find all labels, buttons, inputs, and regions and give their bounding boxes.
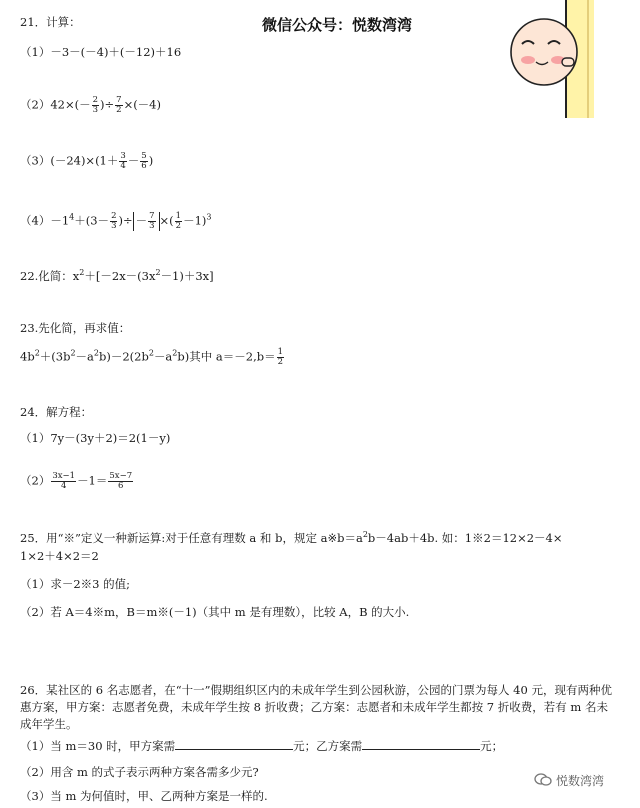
- sticker-face: [511, 19, 577, 85]
- q21-part2-text-a: 42×(－: [50, 97, 91, 112]
- q21-part4-text-b: ＋(3－: [74, 213, 110, 228]
- q21-part4-text-e: －1): [183, 213, 207, 228]
- q21-part4: [20, 212, 211, 231]
- frac-num: 1: [277, 347, 284, 357]
- fraction: [277, 348, 284, 367]
- fraction: [108, 472, 133, 491]
- q22-text-c: －1)＋3x]: [160, 269, 214, 283]
- q22-label: 22.化简：: [20, 269, 73, 283]
- q21-part3-text-b: －: [127, 153, 140, 168]
- frac-den: 3: [92, 105, 99, 115]
- fraction: [140, 152, 147, 171]
- q21-part4-label: （4）: [20, 213, 51, 228]
- frac-num: 7: [149, 211, 155, 221]
- q25-line2: 1×2＋4×2＝2: [20, 549, 99, 563]
- frac-num: 5x−7: [109, 471, 133, 481]
- exponent: 2: [93, 348, 99, 358]
- fraction: [148, 212, 155, 231]
- exponent: 2: [79, 268, 85, 277]
- frac-num: 5: [141, 151, 147, 161]
- q21-part2-text-b: )÷: [100, 97, 115, 112]
- q21-title: 21．计算：: [20, 15, 81, 29]
- q24-part1: [20, 430, 170, 446]
- frac-den: 4: [60, 481, 67, 491]
- q26-part3: （3）当 m 为何值时，甲、乙两种方案是一样的.: [20, 789, 268, 803]
- q26-part1-a: （1）当 m＝30 时，甲方案需: [20, 739, 176, 753]
- q21-part2-text-c: ×(－4): [123, 97, 161, 112]
- q25-line1: [20, 530, 562, 546]
- q21-part2-label: （2）: [20, 97, 51, 112]
- q21-part2: [20, 96, 161, 115]
- q24-part2-text: －1＝: [77, 473, 108, 488]
- q21-part1: [20, 44, 181, 60]
- q22-text-b: ＋[－2x－(3x: [84, 269, 156, 283]
- q23-b: ＋(3b: [39, 349, 71, 364]
- fraction: [110, 212, 117, 231]
- q22-text-a: x: [72, 269, 80, 283]
- q21-part1-expr: －3－(－4)＋(－12)＋16: [50, 45, 182, 59]
- answer-blank[interactable]: [175, 738, 293, 750]
- q26-part1-b: 元；乙方案需: [293, 739, 363, 753]
- watermark-bottom: 悦数湾湾: [556, 774, 605, 788]
- fraction: [119, 152, 126, 171]
- frac-den: 2: [116, 105, 122, 115]
- frac-num: 1: [175, 211, 182, 221]
- q25-line1a: 25．用“※”定义一种新运算:对于任意有理数 a 和 b，规定 a※b＝a: [20, 531, 363, 545]
- exponent: 2: [172, 348, 178, 358]
- q21-part4-text-c: )÷: [118, 213, 133, 228]
- q24-part2-label: （2）: [20, 473, 51, 488]
- q23-e: －a: [153, 349, 173, 364]
- frac-num: 2: [92, 95, 99, 105]
- q26-part1-c: 元；: [480, 739, 504, 753]
- q26-text: 26．某社区的 6 名志愿者，在“十一”假期组织区内的未成年学生到公园秋游，公园的门票为每人 40 元，现有两种优惠方案，甲方案：志愿者免费，未成年学生按 8 折收费；乙方案：志愿者和未成年学生都按 7 折收费，若有 m 名未成年学生。: [20, 683, 612, 731]
- frac-den: 6: [118, 481, 124, 491]
- exponent: 3: [206, 212, 212, 222]
- q24-part1-expr: 7y－(3y＋2)＝2(1－y): [50, 431, 171, 445]
- frac-den: 6: [141, 161, 147, 171]
- q24-part2: [20, 472, 134, 491]
- q24-title: 24．解方程：: [20, 405, 93, 419]
- q23-c: －a: [75, 349, 94, 364]
- q25-line1b: b－4ab＋4b. 如：1※2＝12×2－4×: [367, 531, 563, 545]
- q26-part1: [20, 738, 503, 754]
- frac-den: 2: [277, 357, 284, 367]
- exponent: 2: [34, 348, 40, 358]
- q21-part1-label: （1）: [20, 45, 51, 59]
- frac-num: 3x−1: [52, 471, 76, 481]
- exponent: 2: [70, 348, 76, 358]
- frac-den: 2: [175, 221, 182, 231]
- absolute-value: [133, 212, 160, 231]
- q25-part1: （1）求－2※3 的值;: [20, 577, 130, 591]
- frac-den: 3: [111, 221, 117, 231]
- fraction: [51, 472, 76, 491]
- exponent: 2: [362, 530, 368, 539]
- frac-num: 3: [120, 151, 126, 161]
- q23-d: b)－2(2b: [99, 349, 149, 364]
- q21-part4-text-d: ×(: [159, 213, 174, 228]
- frac-num: 2: [111, 211, 117, 221]
- q25-part2: （2）若 A＝4※m，B＝m※(－1)（其中 m 是有理数），比较 A，B 的大小.: [20, 605, 410, 619]
- fraction: [115, 96, 122, 115]
- frac-num: 7: [116, 95, 122, 105]
- answer-blank[interactable]: [362, 738, 480, 750]
- exponent: 4: [69, 212, 75, 222]
- q21-part3-text-a: (－24)×(1＋: [50, 153, 119, 168]
- q23-f: b)其中 a＝－2,b＝: [177, 349, 276, 364]
- q23-expr: [20, 348, 285, 367]
- watermark-top: 微信公众号：悦数湾湾: [262, 16, 413, 34]
- exponent: 2: [148, 348, 154, 358]
- fraction: [175, 212, 182, 231]
- wechat-logo-icon: [534, 772, 552, 788]
- frac-den: 4: [120, 161, 126, 171]
- q24-part1-label: （1）: [20, 431, 51, 445]
- q21-part3-text-c: ): [148, 153, 154, 168]
- frac-den: 3: [149, 221, 155, 231]
- q22: [20, 268, 214, 284]
- fraction: [92, 96, 99, 115]
- abs-sign: －: [135, 213, 148, 228]
- cartoon-face-sticker: [508, 0, 598, 118]
- q21-part3-label: （3）: [20, 153, 51, 168]
- q23-title: 23.先化简，再求值：: [20, 321, 131, 335]
- exponent: 2: [155, 268, 161, 277]
- q21-part4-text-a: －1: [50, 213, 70, 228]
- q21-part3: [20, 152, 153, 171]
- q23-a: 4b: [20, 349, 35, 364]
- q26-part2: （2）用含 m 的式子表示两种方案各需多少元?: [20, 765, 259, 779]
